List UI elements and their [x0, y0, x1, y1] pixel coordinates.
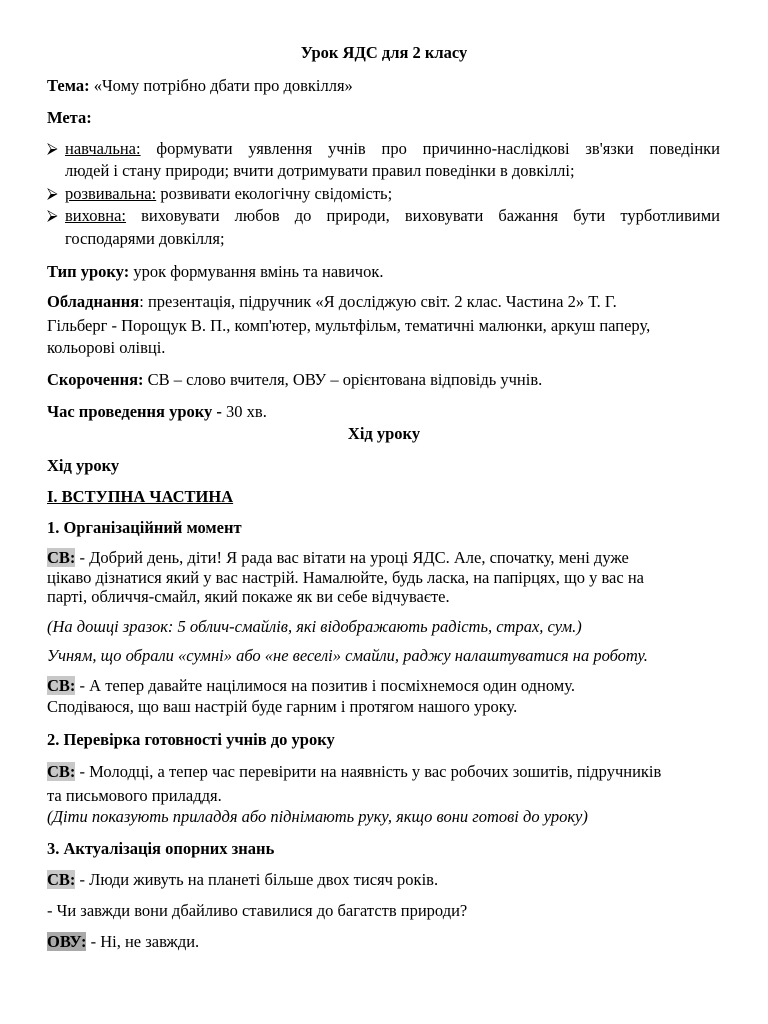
abbreviations-text: СВ – слово вчителя, ОВУ – орієнтована відповідь учнів.	[143, 370, 543, 389]
goal-line	[65, 206, 720, 226]
goal-heading: Мета:	[47, 108, 92, 127]
arrow-bullet-icon: ⮚	[47, 186, 58, 202]
lesson-type-label: Тип уроку:	[47, 262, 130, 281]
lesson-duration-text: 30 хв.	[221, 402, 267, 421]
teacher-label: СВ:	[47, 548, 76, 567]
equipment-line	[47, 292, 617, 312]
arrow-bullet-icon: ⮚	[47, 208, 58, 224]
teacher-label: СВ:	[47, 676, 76, 695]
arrow-bullet-icon: ⮚	[47, 141, 58, 157]
paragraph	[47, 548, 629, 568]
goal-label: виховна:	[65, 206, 127, 225]
paragraph-text: - Добрий день, діти! Я рада вас вітати на уроці ЯДС. Але, спочатку, мені дуже	[75, 548, 629, 567]
paragraph	[47, 676, 575, 696]
subsection-heading: 2. Перевірка готовності учнів до уроку	[47, 730, 335, 749]
italic-note: Учням, що обрали «сумні» або «не веселі» смайли, раджу налаштуватися на роботу.	[47, 646, 648, 665]
answer-line	[47, 932, 199, 952]
paragraph-cont: Сподіваюся, що ваш настрій буде гарним і протягом нашого уроку.	[47, 697, 518, 716]
italic-note: (На дошці зразок: 5 облич-смайлів, які відображають радість, страх, сум.)	[47, 617, 582, 636]
subsection-heading: 1. Організаційний момент	[47, 518, 242, 537]
goal-text: виховувати любов до природи, виховувати бажання бути турботливими	[126, 206, 720, 225]
goal-line-cont: людей і стану природи; вчити дотримувати правил поведінки в довкіллі;	[65, 161, 575, 180]
section-heading: I. ВСТУПНА ЧАСТИНА	[47, 487, 234, 506]
paragraph-cont: цікаво дізнатися який у вас настрій. Намалюйте, будь ласка, на папірцях, що у вас на	[47, 568, 644, 587]
question-line: - Чи завжди вони дбайливо ставилися до багатств природи?	[47, 901, 468, 920]
paragraph	[47, 762, 661, 782]
equipment-text: : презентація, підручник «Я досліджую світ. 2 клас. Частина 2» Т. Г.	[139, 292, 617, 311]
teacher-label: СВ:	[47, 762, 76, 781]
equipment-label: Обладнання	[47, 292, 140, 311]
subsection-heading: 3. Актуалізація опорних знань	[47, 839, 275, 858]
goal-line	[65, 184, 392, 204]
paragraph-text: - Люди живуть на планеті більше двох тисяч років.	[75, 870, 439, 889]
goal-label: розвивальна:	[65, 184, 157, 203]
lesson-duration	[47, 402, 267, 422]
course-heading: Хід уроку	[47, 456, 120, 475]
student-answer-label: ОВУ:	[47, 932, 87, 951]
topic-text: «Чому потрібно дбати про довкілля»	[89, 76, 353, 95]
topic-line	[47, 76, 353, 96]
page-title: Урок ЯДС для 2 класу	[300, 43, 468, 62]
equipment-line-cont: Гільберг - Порощук В. П., комп'ютер, мультфільм, тематичні малюнки, аркуш паперу,	[47, 316, 651, 335]
italic-note: (Діти показують приладдя або піднімають руку, якщо вони готові до уроку)	[47, 807, 588, 826]
goal-text: формувати уявлення учнів про причинно-наслідкові зв'язки поведінки	[140, 139, 720, 158]
goal-label: навчальна:	[65, 139, 141, 158]
lesson-type	[47, 262, 383, 282]
goal-line	[65, 139, 720, 159]
paragraph-text: - Молодці, а тепер час перевірити на наявність у вас робочих зошитів, підручників	[75, 762, 662, 781]
abbreviations	[47, 370, 542, 390]
lesson-duration-label: Час проведення уроку -	[47, 402, 222, 421]
goal-line-cont: господарями довкілля;	[65, 229, 225, 248]
topic-label: Тема:	[47, 76, 90, 95]
paragraph-text: - А тепер давайте націлимося на позитив і посміхнемося один одному.	[75, 676, 575, 695]
teacher-label: СВ:	[47, 870, 76, 889]
goal-text: розвивати екологічну свідомість;	[156, 184, 393, 203]
paragraph	[47, 870, 438, 890]
answer-text: - Ні, не завжди.	[86, 932, 200, 951]
equipment-line-cont: кольорові олівці.	[47, 338, 166, 357]
abbreviations-label: Скорочення:	[47, 370, 144, 389]
paragraph-cont: та письмового приладдя.	[47, 786, 222, 805]
paragraph-cont: парті, обличчя-смайл, який покаже як ви себе відчуваєте.	[47, 587, 450, 606]
lesson-type-text: урок формування вмінь та навичок.	[129, 262, 384, 281]
course-heading-center: Хід уроку	[347, 424, 421, 443]
